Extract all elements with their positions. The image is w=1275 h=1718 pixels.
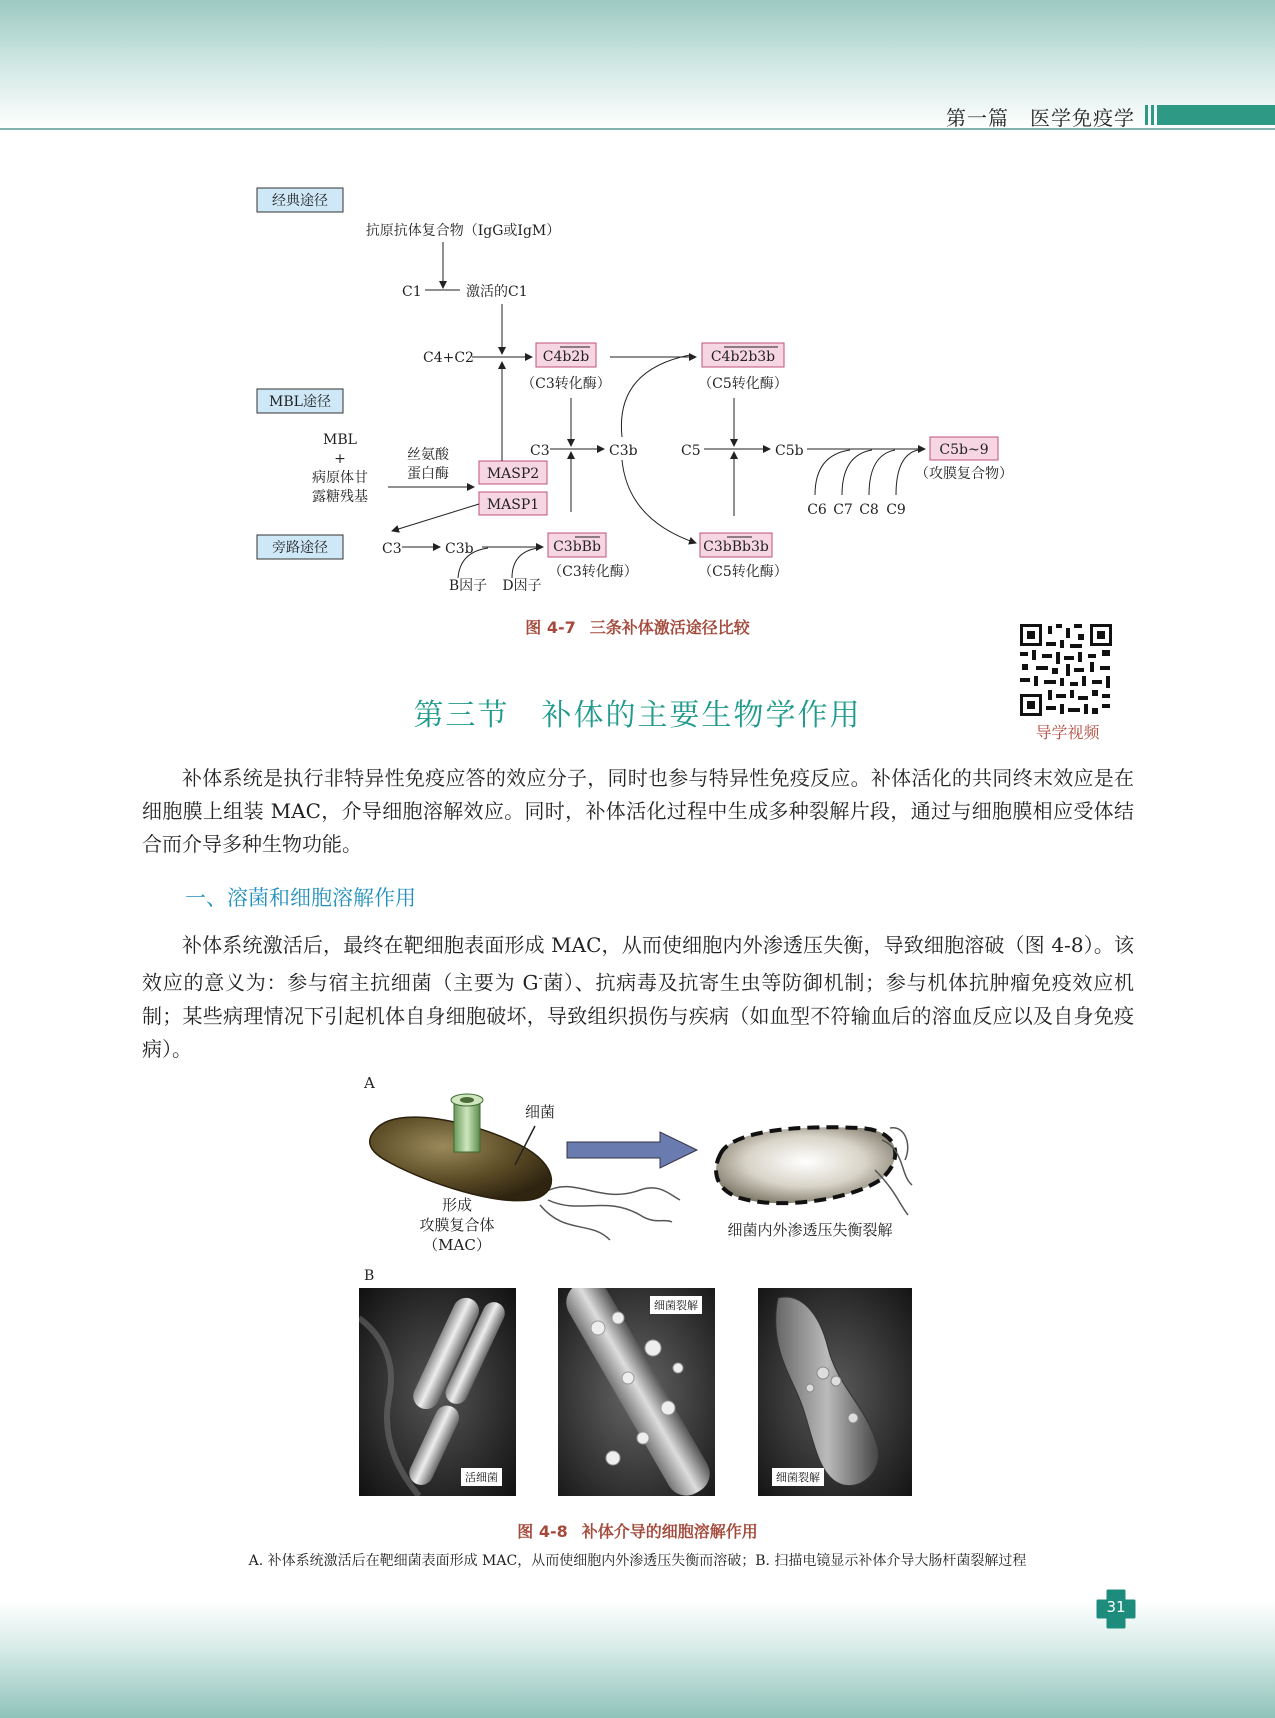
c8-label: C8 [859,502,879,518]
c3b-alt-label: C3b [445,541,474,557]
classical-pathway-label: 经典途径 [272,193,328,209]
bacterium-label: 细菌 [524,1103,556,1121]
mbl-text-2: + [334,451,346,467]
antigen-antibody-complex: 抗原抗体复合物（IgG或IgM） [365,223,561,239]
c9-label: C9 [886,502,906,518]
figure-4-7-number: 图 4-7 [525,618,576,637]
mbl-text-3: 病原体甘 [312,470,368,486]
c3bbb3b-label: C3bBb3b [703,539,769,555]
panel-a-letter: A [364,1075,375,1092]
mbl-text-1: MBL [323,432,357,448]
header-decor-bars [1145,105,1275,125]
mac-line-2: 攻膜复合体 [419,1216,495,1234]
c3-alt-label: C3 [382,541,402,557]
mbl-pathway-label: MBL途径 [269,394,331,410]
c5-convertase-classical: （C5转化酶） [698,376,788,392]
running-head: 第一篇 医学免疫学 [946,106,1135,130]
masp1-label: MASP1 [486,497,540,513]
c5-convertase-alternative: （C5转化酶） [698,564,788,580]
complement-pathways-diagram [240,180,1040,610]
factor-d-label: D因子 [502,578,542,594]
figure-4-8-number: 图 4-8 [517,1522,568,1541]
c5b-label: C5b [775,443,804,459]
lysis-label: 细菌内外渗透压失衡裂解 [727,1221,893,1239]
footer-band [0,1600,1275,1718]
mbl-text-4: 露糖残基 [312,489,368,505]
gram-negative-superscript: - [538,971,543,985]
masp2-label: MASP2 [486,466,540,482]
paragraph-2-part-1: 补体系统激活后，最终在靶细胞表面形成 MAC，从而使细胞内外渗透压失衡，导致细胞溶破（图 4-8）。该效应的意义为：参与宿主抗细菌（主要为 G [142,933,1134,995]
c4b2b3b-label: C4b2b3b [710,349,776,365]
c6-label: C6 [807,502,827,518]
c3-convertase-classical: （C3转化酶） [521,376,611,392]
mac-line-1: 形成 [441,1196,473,1214]
body-paragraph-1: 补体系统是执行非特异性免疫应答的效应分子，同时也参与特异性免疫反应。补体活化的共同终末效应是在细胞膜上组装 MAC，介导细胞溶解效应。同时，补体活化过程中生成多种裂解片段，通过与细胞膜相应受体结合而介导多种生物功能。 [142,766,1134,856]
figure-4-7-title: 三条补体激活途径比较 [589,618,750,637]
c5b-9-label: C5b~9 [939,442,989,458]
photo-2-label: 细菌裂解 [650,1296,702,1314]
factor-b-label: B因子 [448,578,488,594]
c3bbb-label: C3bBb [553,539,601,555]
c4b2b-label: C4b2b [542,349,590,365]
mac-label: （攻膜复合物） [915,466,1013,482]
panel-b-letter: B [364,1268,375,1284]
page-number: 31 [1106,1598,1126,1616]
activated-c1-label: 激活的C1 [466,284,528,300]
c7-label: C7 [833,502,853,518]
sem-photo-lysed-bacteria [758,1288,912,1496]
figure-4-8-title: 补体介导的细胞溶解作用 [581,1522,758,1541]
mac-line-3: （MAC） [423,1236,491,1254]
c1-label: C1 [402,284,422,300]
sem-photo-lysing-bacteria [558,1288,715,1496]
figure-4-8-notes: A. 补体系统激活后在靶细菌表面形成 MAC，从而使细胞内外渗透压失衡而溶破；B. 扫描电镜显示补体介导大肠杆菌裂解过程 [248,1553,1027,1569]
c3b-middle-label: C3b [609,443,638,459]
serine-protease-1: 丝氨酸 [407,447,449,463]
serine-protease-2: 蛋白酶 [407,466,449,482]
c3-convertase-alternative: （C3转化酶） [548,564,638,580]
sem-photo-live-bacteria [359,1288,516,1496]
c4-c2-label: C4+C2 [423,350,474,366]
c3-middle-label: C3 [530,443,550,459]
subsection-heading: 一、溶菌和细胞溶解作用 [185,886,416,910]
mac-lysis-illustration [360,1075,920,1260]
photo-3-label: 细菌裂解 [772,1468,824,1486]
c5-label: C5 [681,443,701,459]
qr-video-label[interactable]: 导学视频 [1035,723,1100,742]
paragraph-2-part-2: 菌）、抗病毒及抗寄生虫等防御机制；参与机体抗肿瘤免疫效应机制；某些病理情况下引起机体自身细胞破坏，导致组织损伤与疾病（如血型不符输血后的溶血反应以及自身免疫病）。 [142,970,1135,1061]
section-title: 第三节 补体的主要生物学作用 [413,698,862,733]
body-paragraph-2 [142,929,1134,1066]
photo-1-label: 活细菌 [461,1468,502,1486]
alternative-pathway-label: 旁路途径 [272,540,328,556]
figure-4-8-caption [0,1519,1275,1542]
